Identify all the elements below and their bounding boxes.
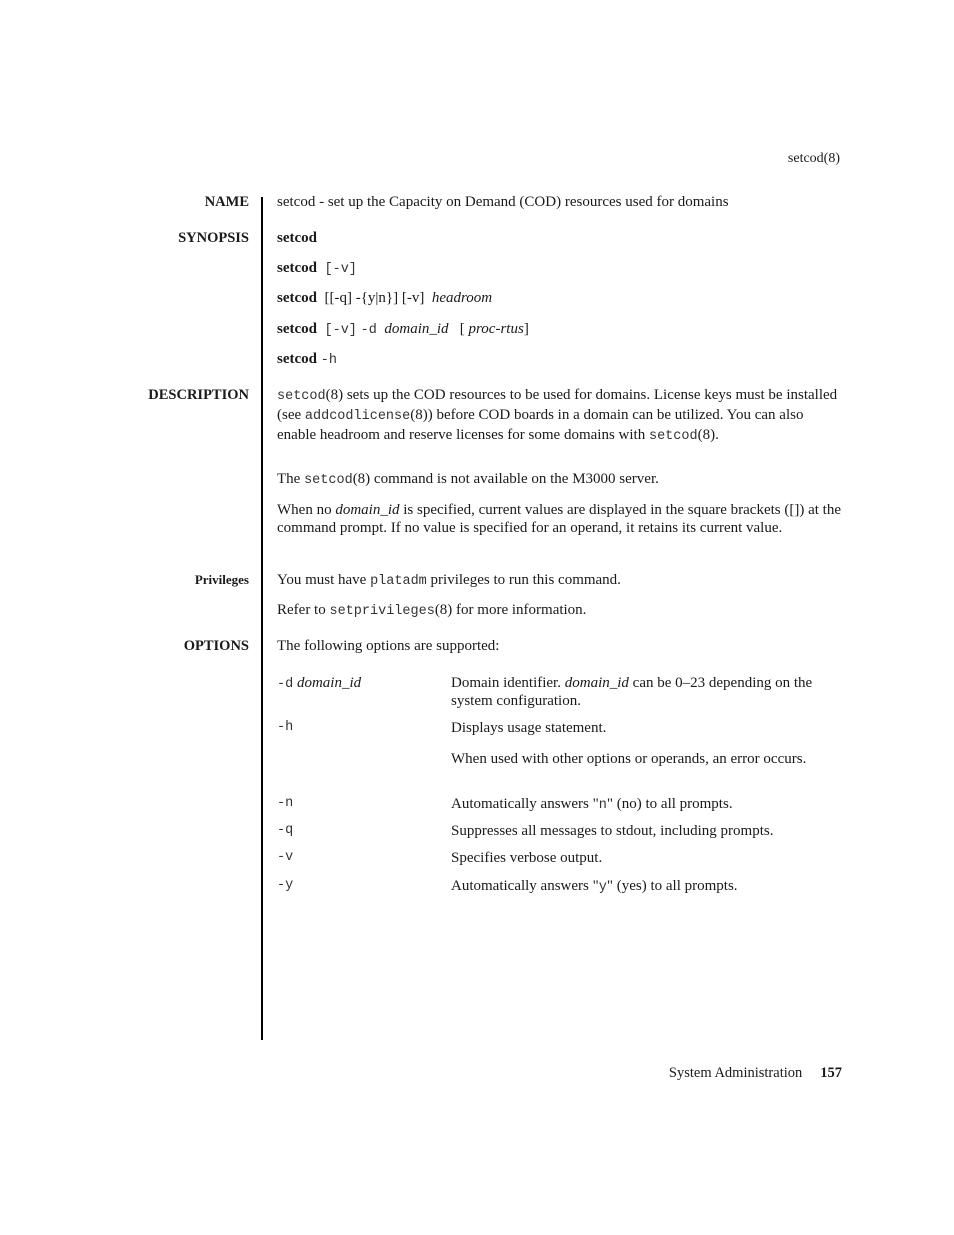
- synopsis-line-2: [277, 259, 357, 279]
- synopsis-command: setcod: [277, 290, 317, 306]
- operand-ref: domain_id: [335, 502, 400, 518]
- synopsis-option: -d: [360, 323, 377, 338]
- synopsis-options: [[-q] -{y|n}] [-v]: [324, 290, 425, 306]
- synopsis-command: setcod: [277, 260, 317, 276]
- command-ref: setcod: [277, 389, 326, 404]
- command-ref: addcodlicense: [304, 409, 411, 424]
- option-h-description: Displays usage statement.: [451, 720, 607, 736]
- synopsis-operand: domain_id: [384, 321, 449, 337]
- command-ref: platadm: [370, 574, 427, 589]
- description-paragraph-2: [277, 470, 843, 490]
- synopsis-option: -h: [320, 353, 337, 368]
- section-label-description: DESCRIPTION: [148, 387, 249, 403]
- option-flag: -d: [277, 677, 294, 692]
- privileges-paragraph-2: [277, 601, 843, 621]
- option-d-description: [451, 674, 843, 710]
- text: is specified, current values are displayed in the square brackets ([]) at the command prompt. If no value is specified for an operand, it retains its current value.: [277, 502, 841, 536]
- command-ref: setprivileges: [329, 604, 435, 619]
- option-y-description: [451, 877, 843, 897]
- text: The: [277, 471, 305, 487]
- description-paragraph-3: [277, 501, 843, 537]
- text: Domain identifier.: [451, 675, 565, 691]
- option-q-description: Suppresses all messages to stdout, including prompts.: [451, 823, 774, 839]
- synopsis-command: setcod: [277, 321, 317, 337]
- literal: y: [598, 880, 607, 895]
- option-v-key: -v: [277, 850, 294, 865]
- synopsis-operand: headroom: [431, 290, 493, 306]
- synopsis-command: setcod: [277, 230, 317, 246]
- synopsis-line-3: [277, 289, 492, 307]
- page-number: 157: [820, 1065, 842, 1081]
- text: You must have: [277, 572, 371, 588]
- name-text: setcod - set up the Capacity on Demand (COD) resources used for domains: [277, 194, 729, 210]
- section-label-name: NAME: [204, 194, 249, 210]
- running-header: setcod(8): [787, 151, 840, 166]
- synopsis-line-5: [277, 350, 337, 370]
- literal: n: [598, 798, 607, 813]
- operand-ref: domain_id: [564, 675, 629, 691]
- command-ref: setcod: [304, 473, 353, 488]
- footer-title: System Administration: [668, 1065, 803, 1081]
- text: " (yes) to all prompts.: [606, 878, 738, 894]
- vertical-rule: [261, 197, 263, 1040]
- text: Automatically answers ": [451, 878, 599, 894]
- option-v-description: Specifies verbose output.: [451, 850, 603, 866]
- text: (8) sets up the COD resources to be used for domains. License keys must be installed (see: [277, 387, 838, 423]
- option-h-key: -h: [277, 720, 294, 735]
- text: When no: [277, 502, 336, 518]
- text: privileges to run this command.: [426, 572, 621, 588]
- text: Refer to: [277, 602, 330, 618]
- description-paragraph-1: [277, 386, 843, 446]
- privileges-paragraph-1: [277, 571, 843, 591]
- command-ref: setcod: [648, 429, 698, 444]
- bracket-open: [: [459, 321, 465, 337]
- text: (8) for more information.: [434, 602, 587, 618]
- text: (8).: [697, 427, 719, 443]
- bracket-close: ]: [523, 321, 529, 337]
- option-n-description: [451, 795, 843, 815]
- option-h-description-2: When used with other options or operands, an error occurs.: [451, 751, 807, 767]
- options-intro: The following options are supported:: [277, 638, 500, 654]
- section-label-synopsis: SYNOPSIS: [178, 230, 249, 246]
- synopsis-option: [-v]: [324, 262, 357, 277]
- synopsis-line-4: [277, 320, 529, 340]
- section-label-options: OPTIONS: [183, 638, 249, 654]
- synopsis-command: setcod: [277, 351, 317, 367]
- option-operand: domain_id: [296, 675, 362, 691]
- option-n-key: -n: [277, 796, 294, 811]
- synopsis-operand: proc-rtus: [468, 321, 524, 337]
- option-q-key: -q: [277, 823, 294, 838]
- section-label-privileges: Privileges: [194, 572, 249, 587]
- text: (8)) before COD boards in a domain can be utilized. You can also enable headroom and reserve licenses for some domains with: [277, 407, 804, 443]
- text: can be 0–23 depending on the system configuration.: [451, 675, 813, 709]
- text: " (no) to all prompts.: [606, 796, 733, 812]
- option-d-key: [277, 674, 361, 694]
- synopsis-line-1: [277, 229, 317, 247]
- synopsis-option: [-v]: [324, 323, 357, 338]
- text: (8) command is not available on the M3000 server.: [352, 471, 659, 487]
- text: Automatically answers ": [451, 796, 599, 812]
- page-footer: [669, 1064, 842, 1082]
- option-y-key: -y: [277, 878, 294, 893]
